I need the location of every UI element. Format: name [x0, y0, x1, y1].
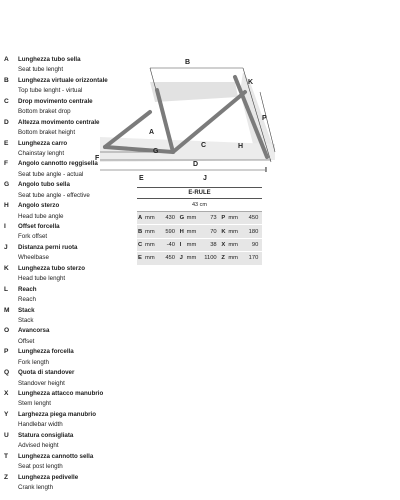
- geometry-value: 70: [210, 228, 217, 235]
- legend-key: A: [4, 56, 9, 63]
- legend-label-en: Stem lenght: [18, 400, 52, 408]
- legend-key: B: [4, 76, 9, 84]
- geometry-unit: mm: [228, 255, 238, 262]
- geometry-cell: [137, 252, 179, 265]
- legend-item-translation: [4, 253, 124, 263]
- diagram-label-j: J: [203, 175, 207, 182]
- geometry-value: 590: [165, 228, 175, 235]
- legend-label-it: Drop movimento centrale: [18, 97, 93, 105]
- geometry-size: 43 cm: [137, 199, 262, 212]
- bike-frame-svg: [95, 52, 395, 182]
- legend-label-it: Angolo cannotto reggisella: [18, 160, 98, 168]
- legend-key: Z: [4, 473, 9, 481]
- legend-item-translation: [4, 232, 124, 242]
- geometry-cell: [220, 225, 262, 238]
- legend-label-it: Lunghezza forcella: [18, 348, 74, 356]
- geometry-grid: [137, 212, 262, 266]
- geometry-cell: [220, 212, 262, 225]
- diagram-label-a: A: [149, 129, 155, 136]
- legend-item: [4, 326, 124, 336]
- legend-item-translation: [4, 399, 124, 409]
- legend-label-en: Reach: [18, 296, 36, 304]
- geometry-unit: mm: [228, 241, 238, 248]
- legend-item: [4, 431, 124, 441]
- diagram-label-k: K: [248, 79, 254, 86]
- legend-label-en: Stack: [18, 316, 34, 324]
- legend-label-it: Avancorsa: [18, 327, 50, 335]
- geometry-value: 450: [248, 215, 259, 222]
- legend-item: [4, 306, 124, 316]
- geometry-cell: [179, 252, 221, 265]
- legend-label-en: Bottom braket drop: [18, 108, 71, 116]
- legend-label-it: Lunghezza tubo sella: [18, 56, 81, 63]
- legend-label-it: Quota di standover: [18, 369, 75, 377]
- diagram-label-c: C: [201, 142, 207, 149]
- legend-key: G: [4, 181, 10, 189]
- diagram-label-e: E: [139, 175, 144, 182]
- diagram-label-h: H: [238, 143, 244, 150]
- geometry-unit: mm: [186, 228, 197, 235]
- geometry-key: G: [179, 215, 185, 222]
- legend-item: [4, 347, 124, 357]
- legend-label-en: Chainstay lenght: [18, 149, 65, 157]
- geometry-unit: mm: [186, 255, 197, 262]
- geometry-cell: [137, 225, 179, 238]
- diagram-label-i: I: [265, 167, 267, 174]
- diagram-label-p: P: [262, 115, 267, 122]
- legend-item-translation: [4, 191, 124, 201]
- legend-key: H: [4, 202, 9, 210]
- geometry-key: C: [138, 241, 143, 248]
- top-tube-region: [150, 82, 238, 102]
- legend-key: I: [4, 223, 6, 230]
- legend-item-translation: [4, 420, 124, 430]
- legend-label-it: Statura consigliata: [18, 431, 74, 439]
- legend-item-translation: [4, 483, 124, 493]
- legend-item-translation: [4, 379, 124, 389]
- legend-label-it: Lunghezza carro: [18, 139, 68, 147]
- legend-item-translation: [4, 212, 124, 222]
- diagram-label-b: B: [185, 59, 191, 66]
- geometry-value: 430: [165, 215, 175, 222]
- legend-key: Q: [4, 369, 10, 377]
- geometry-value: 180: [248, 228, 259, 235]
- legend-key: X: [4, 390, 9, 397]
- legend-item: [4, 452, 124, 462]
- legend-label-en: Advised height: [18, 442, 59, 450]
- frame-diagram: [95, 52, 395, 182]
- legend-item: [4, 264, 124, 274]
- legend-label-en: Fork length: [18, 358, 49, 366]
- legend-label-it: Lunghezza tubo sterzo: [18, 264, 86, 272]
- diagram-label-f: F: [95, 155, 100, 162]
- geometry-unit: mm: [228, 228, 238, 235]
- geometry-table: [137, 187, 262, 266]
- legend-item-translation: [4, 358, 124, 368]
- legend-key: D: [4, 118, 9, 126]
- legend-label-it: Larghezza piega manubrio: [18, 410, 97, 418]
- legend-label-en: Fork offset: [18, 233, 48, 241]
- legend-label-en: Crank length: [18, 483, 54, 491]
- legend-item: [4, 285, 124, 295]
- legend-item: [4, 201, 124, 211]
- geometry-key: P: [221, 215, 226, 222]
- geometry-value: 1100: [204, 255, 217, 262]
- geometry-unit: mm: [186, 215, 197, 222]
- legend-label-en: Top tube lenght - virtual: [18, 87, 83, 95]
- geometry-unit: mm: [228, 215, 238, 222]
- diagram-label-g: G: [153, 148, 159, 155]
- geometry-unit: mm: [145, 241, 155, 248]
- geometry-key: B: [138, 228, 143, 235]
- legend-label-en: Head tube angle: [18, 212, 64, 220]
- geometry-key: A: [138, 215, 143, 222]
- legend-label-it: Lunghezza virtuale orizzontale: [18, 76, 108, 84]
- geometry-key: J: [179, 255, 183, 262]
- legend-label-it: Lunghezza attacco manubrio: [18, 390, 104, 397]
- legend-key: F: [4, 160, 9, 168]
- legend-label-it: Angolo sterzo: [18, 202, 60, 210]
- legend-item: [4, 368, 124, 378]
- legend-label-en: Offset: [18, 337, 35, 345]
- legend-label-en: Wheelbase: [18, 254, 49, 262]
- legend-key: P: [4, 348, 9, 356]
- geometry-value: 38: [210, 241, 217, 248]
- legend-item-translation: [4, 295, 124, 305]
- legend-key: C: [4, 97, 9, 105]
- legend-key: T: [4, 452, 9, 460]
- legend-label-it: Altezza movimento centrale: [18, 118, 100, 126]
- geometry-unit: mm: [145, 215, 155, 222]
- geometry-key: H: [179, 228, 184, 235]
- legend-label-en: Bottom braket height: [18, 129, 76, 137]
- geometry-cell: [220, 252, 262, 265]
- geometry-key: I: [179, 241, 182, 248]
- geometry-unit: mm: [186, 241, 197, 248]
- legend-key: Y: [4, 410, 9, 418]
- legend-item-translation: [4, 441, 124, 451]
- legend-item: [4, 473, 124, 483]
- legend-key: J: [4, 243, 8, 251]
- geometry-cell: [179, 212, 221, 225]
- legend-label-en: Seat tube angle - effective: [18, 191, 90, 199]
- geometry-value: 450: [165, 255, 175, 262]
- geometry-value: 90: [251, 241, 259, 248]
- legend-label-en: Seat tube angle - actual: [18, 170, 84, 178]
- legend-item-translation: [4, 337, 124, 347]
- legend-label-it: Offset forcella: [18, 223, 60, 230]
- legend-item: [4, 410, 124, 420]
- geometry-cell: [179, 239, 221, 252]
- geometry-key: K: [221, 228, 226, 235]
- legend-key: L: [4, 285, 9, 293]
- legend-label-en: Standover height: [18, 379, 65, 387]
- geometry-value: 170: [248, 255, 259, 262]
- legend-item-translation: [4, 316, 124, 326]
- geometry-key: E: [138, 255, 142, 262]
- geometry-key: Z: [221, 255, 225, 262]
- geometry-unit: mm: [145, 228, 155, 235]
- legend-label-en: Seat tube lenght: [18, 66, 64, 74]
- legend-label-it: Lunghezza pedivelle: [18, 473, 79, 481]
- legend-key: M: [4, 306, 10, 314]
- legend-item: [4, 243, 124, 253]
- diagram-label-d: D: [193, 161, 199, 168]
- legend-item-translation: [4, 462, 124, 472]
- legend-item: [4, 222, 124, 232]
- geometry-value: -40: [166, 241, 175, 248]
- legend-label-en: Seat post length: [18, 463, 63, 471]
- legend-label-en: Head tube lenght: [18, 275, 66, 283]
- geometry-cell: [179, 225, 221, 238]
- legend-item-translation: [4, 274, 124, 284]
- geometry-unit: mm: [145, 255, 155, 262]
- legend-key: K: [4, 264, 9, 272]
- legend-label-it: Reach: [18, 285, 37, 293]
- legend-label-it: Stack: [18, 306, 35, 314]
- legend-label-it: Angolo tubo sella: [18, 181, 70, 189]
- legend-key: O: [4, 327, 10, 335]
- geometry-key: X: [221, 241, 226, 248]
- legend-key: E: [4, 139, 9, 147]
- geometry-cell: [137, 212, 179, 225]
- geometry-value: 73: [210, 215, 217, 222]
- geometry-cell: [137, 239, 179, 252]
- geometry-cell: [220, 239, 262, 252]
- legend-item: [4, 389, 124, 399]
- legend-label-en: Handlebar width: [18, 421, 63, 429]
- legend-key: U: [4, 431, 9, 439]
- legend-label-it: Distanza perni ruota: [18, 243, 78, 251]
- geometry-title: E-RULE: [137, 187, 262, 199]
- legend-label-it: Lunghezza cannotto sella: [18, 452, 94, 460]
